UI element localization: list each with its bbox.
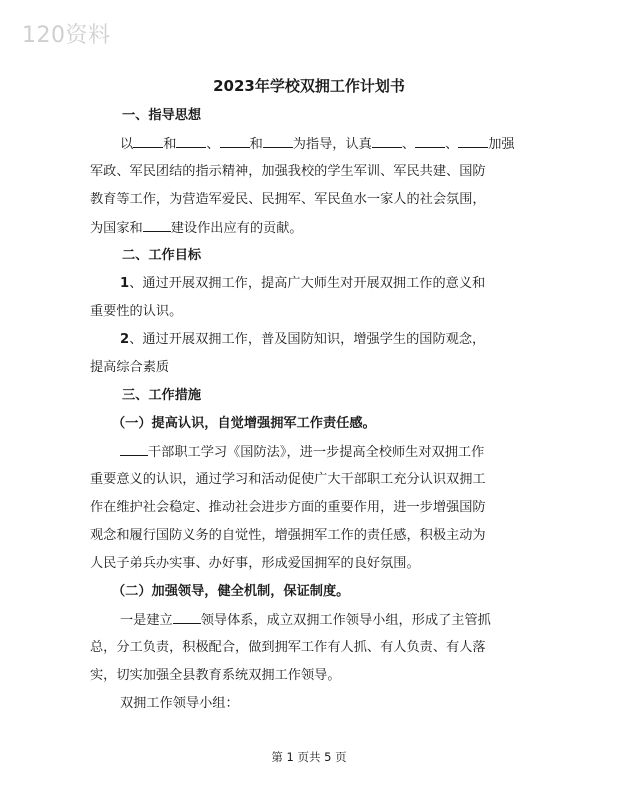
text-segment: 加强 — [488, 137, 515, 152]
paragraph-line — [120, 331, 560, 349]
document-title: 2023年学校双拥工作计划书 — [213, 77, 405, 95]
paragraph-line: 军政、军民团结的指示精神，加强我校的学生军训、军民共建、国防 — [90, 164, 486, 179]
fill-blank — [458, 135, 488, 148]
text-segment: 、通过开展双拥工作，普及国防知识，增强学生的国防观念， — [129, 332, 486, 347]
text-segment: 为指导，认真 — [292, 137, 372, 152]
fill-blank — [173, 611, 201, 624]
fill-blank — [176, 135, 206, 148]
paragraph-line: 人民子弟兵办实事、办好事，形成爱国拥军的良好氛围。 — [90, 556, 420, 571]
fill-blank — [120, 443, 148, 456]
text-segment: 、 — [401, 137, 416, 152]
text-segment: 建设作出应有的贡献。 — [170, 221, 303, 236]
paragraph-line: 实，切实加强全县教育系统双拥工作领导。 — [90, 668, 341, 683]
paragraph-line: 教育等工作，为营造军爱民、民拥军、军民鱼水一家人的社会氛围， — [90, 192, 486, 207]
text-segment: 以 — [120, 137, 134, 152]
fill-blank — [143, 219, 171, 232]
paragraph-line — [120, 275, 560, 293]
paragraph-line: 作在维护社会稳定、推动社会进步方面的重要作用，进一步增强国防 — [90, 500, 486, 515]
text-segment: 领导体系，成立双拥工作领导小组，形成了主管抓 — [200, 613, 491, 628]
paragraph-line — [120, 135, 560, 154]
paragraph-line — [90, 219, 530, 238]
fill-blank — [372, 135, 402, 148]
goal-number: 1 — [120, 276, 130, 291]
paragraph-line: 提高综合素质 — [90, 360, 170, 375]
text-segment: 、 — [445, 137, 459, 152]
goal-number: 2 — [120, 332, 130, 347]
text-segment: 和 — [249, 137, 263, 152]
paragraph-line — [120, 611, 560, 630]
paragraph-line: 观念和履行国防义务的自觉性，增强拥军工作的责任感，积极主动为 — [90, 528, 486, 543]
section-heading-guiding-thought: 一、指导思想 — [122, 108, 202, 123]
paragraph-line: 重要意义的认识，通过学习和活动促使广大干部职工充分认识双拥工 — [90, 472, 486, 487]
paragraph-line: 总，分工负责，积极配合，做到拥军工作有人抓、有人负责、有人落 — [90, 640, 486, 655]
text-segment: 和 — [163, 137, 177, 152]
section-heading-work-goals: 二、工作目标 — [122, 248, 202, 263]
text-segment: 、 — [206, 137, 220, 152]
fill-blank — [415, 135, 445, 148]
paragraph-line: 双拥工作领导小组： — [120, 696, 239, 711]
text-segment: 为国家和 — [90, 221, 143, 236]
subsection-heading: （一）提高认识，自觉增强拥军工作责任感。 — [112, 416, 376, 431]
text-segment: 一是建立 — [120, 613, 173, 628]
text-segment: 、通过开展双拥工作，提高广大师生对开展双拥工作的意义和 — [129, 276, 486, 291]
watermark: 120资料 — [22, 23, 111, 48]
subsection-heading: （二）加强领导，健全机制，保证制度。 — [112, 584, 350, 599]
paragraph-line: 重要性的认识。 — [90, 304, 183, 319]
fill-blank — [263, 135, 293, 148]
text-segment: 干部职工学习《国防法》，进一步提高全校师生对双拥工作 — [148, 445, 485, 460]
paragraph-line — [120, 443, 560, 462]
fill-blank — [220, 135, 250, 148]
fill-blank — [133, 135, 163, 148]
section-heading-work-measures: 三、工作措施 — [122, 388, 202, 403]
page-footer: 第 1 页共 5 页 — [271, 750, 347, 764]
